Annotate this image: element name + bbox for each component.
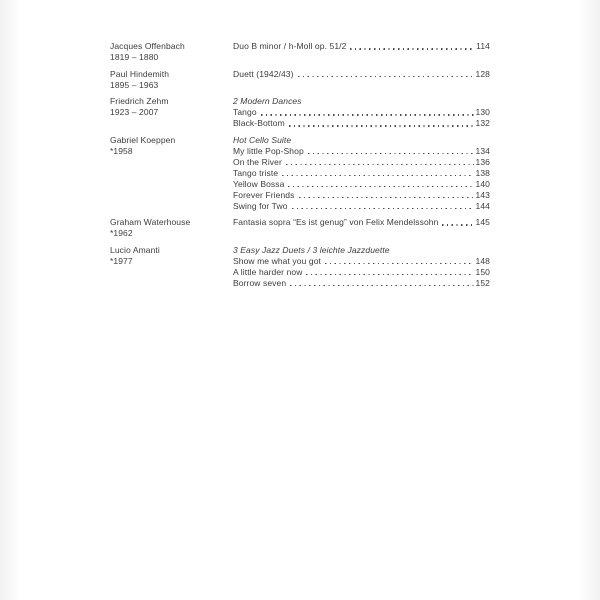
composer-name: Friedrich Zehm [110,96,169,106]
composer-block [110,245,233,267]
page-number: 144 [475,200,490,211]
toc-entry [233,256,490,267]
toc-entry [233,217,490,228]
works-block [233,41,490,52]
work-group-title: 2 Modern Dances [233,96,302,106]
dot-leader [350,48,474,49]
composer-name: Paul Hindemith [110,68,170,79]
page-number: 138 [475,167,490,178]
dot-leader [290,285,473,286]
dot-leader [306,274,473,275]
work-title: Tango triste [233,167,279,178]
dot-leader [289,125,474,126]
work-title: Duett (1942/43) [233,68,294,79]
page-number: 134 [475,145,490,156]
work-title: Black-Bottom [233,118,285,128]
composer-dates: *1962 [110,228,133,238]
work-title: Forever Friends [233,189,295,200]
toc-section [110,69,490,91]
composer-dates: 1819 – 1880 [110,52,159,62]
work-group-title: Hot Cello Suite [233,134,292,145]
composer-dates: 1923 – 2007 [110,107,159,117]
toc-section [110,217,490,239]
dot-leader [308,153,474,154]
work-title: My little Pop-Shop [233,145,304,156]
work-title: Swing for Two [233,200,288,211]
work-title: Tango [233,107,257,117]
dot-leader [288,186,473,187]
work-title: A little harder now [233,266,303,277]
page-number: 148 [475,255,490,266]
works-block [233,135,490,212]
toc-entry [233,267,490,278]
page-number: 150 [475,266,490,277]
toc-entry [233,146,490,157]
dot-leader [325,263,474,264]
toc-entry [233,118,490,129]
composer-dates: *1977 [110,255,133,266]
toc-entry [233,41,490,52]
page-number: 143 [475,189,490,200]
toc-entry [233,190,490,201]
page-number: 114 [476,41,490,51]
composer-name: Jacques Offenbach [110,41,185,51]
composer-dates: *1958 [110,145,133,156]
work-title: Borrow seven [233,277,287,288]
works-block [233,96,490,129]
toc-entry [233,107,490,118]
work-title: Duo B minor / h-Moll op. 51/2 [233,41,347,51]
toc-section [110,96,490,129]
toc-list [110,41,490,294]
toc-section [110,41,490,63]
composer-dates: 1895 – 1963 [110,79,159,90]
dot-leader [282,175,473,176]
toc-entry [233,168,490,179]
composer-block [110,41,233,63]
page-number: 152 [475,277,490,288]
work-group-title: 3 Easy Jazz Duets / 3 leichte Jazzduette [233,244,390,255]
toc-entry [233,69,490,80]
composer-block [110,96,233,118]
work-title: Yellow Bossa [233,178,285,189]
toc-entry [233,278,490,289]
dot-leader [261,114,474,115]
page-number: 145 [475,217,490,227]
page-number: 128 [475,68,490,79]
toc-entry [233,201,490,212]
works-block [233,69,490,80]
page-number: 132 [475,118,490,128]
dot-leader [286,164,474,165]
dot-leader [298,76,474,77]
toc-section [110,245,490,289]
page-number: 136 [475,156,490,167]
composer-name: Gabriel Koeppen [110,134,176,145]
dot-leader [292,208,474,209]
dot-leader [442,224,473,225]
dot-leader [299,197,474,198]
works-block [233,245,490,289]
composer-block [110,217,233,239]
toc-section [110,135,490,212]
page-number: 140 [475,178,490,189]
composer-block [110,69,233,91]
page-number: 130 [475,107,490,117]
work-title: Show me what you got [233,255,321,266]
work-title: Fantasia sopra “Es ist genug” von Felix Mendelssohn [233,217,439,227]
composer-name: Lucio Amanti [110,244,160,255]
work-title: On the River [233,156,282,167]
toc-entry [233,179,490,190]
composer-name: Graham Waterhouse [110,217,191,227]
toc-entry [233,157,490,168]
composer-block [110,135,233,157]
works-block [233,217,490,228]
